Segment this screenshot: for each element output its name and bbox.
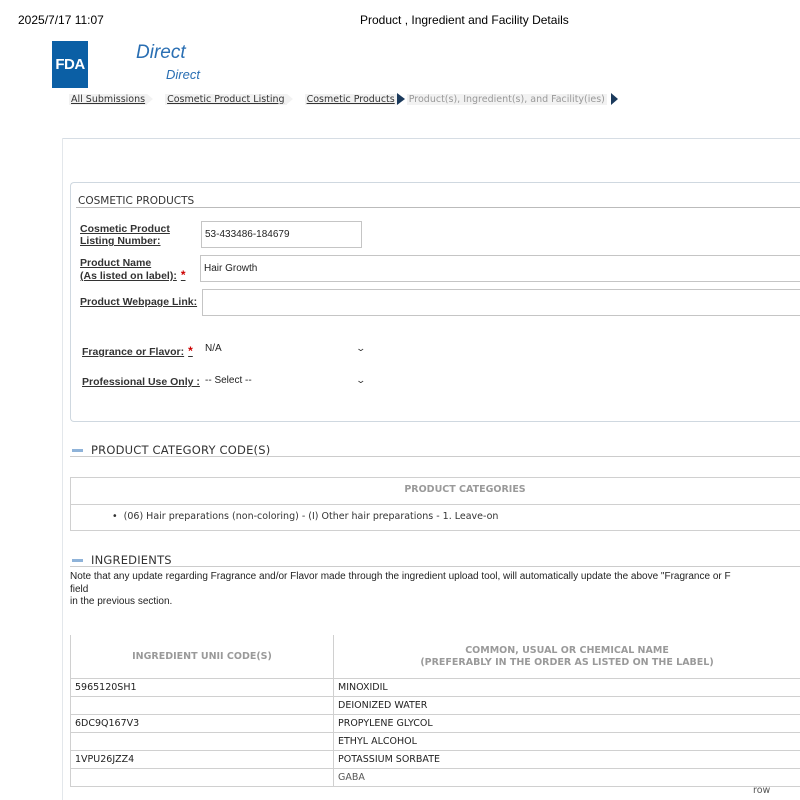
unii-cell xyxy=(71,769,334,787)
cosmetic-products-title: COSMETIC PRODUCTS xyxy=(78,195,195,207)
required-marker: * xyxy=(188,344,193,358)
unii-cell xyxy=(71,697,334,715)
required-marker: * xyxy=(180,268,186,282)
professional-use-label: Professional Use Only : xyxy=(82,376,200,388)
ingredients-note: Note that any update regarding Fragrance and/or Flavor made through the ingredient upload tool, will automatically update the above "Fragrance or F field in the previous section. xyxy=(70,571,731,607)
table-footer-text: row xyxy=(753,785,771,796)
breadcrumb-cosmetic-products[interactable]: Cosmetic Products xyxy=(306,93,395,105)
product-category-section-header[interactable] xyxy=(72,443,270,457)
ingredients-divider xyxy=(70,566,800,567)
ingredients-section-header[interactable] xyxy=(72,553,172,567)
ingredients-section-title: INGREDIENTS xyxy=(91,553,172,567)
unii-cell: 5965120SH1 xyxy=(71,679,334,697)
listing-number-field[interactable]: 53-433486-184679 xyxy=(201,221,362,248)
fragrance-select[interactable]: N/A ⌄ xyxy=(205,343,367,354)
breadcrumb-arrow-icon xyxy=(397,93,405,105)
unii-column-header: INGREDIENT UNII CODE(S) xyxy=(71,635,334,679)
ingredients-table xyxy=(70,635,800,787)
print-page-title: Product , Ingredient and Facility Details xyxy=(360,13,569,27)
listing-number-label: Cosmetic Product Listing Number: xyxy=(80,223,170,247)
breadcrumb-separator-icon xyxy=(147,94,153,104)
table-row xyxy=(71,715,800,733)
table-header-row xyxy=(71,635,800,679)
name-cell: GABA xyxy=(334,769,800,787)
table-row xyxy=(71,733,800,751)
name-cell: DEIONIZED WATER xyxy=(334,697,800,715)
cosmetic-products-divider xyxy=(76,207,800,208)
list-item: • (06) Hair preparations (non-coloring) - (I) Other hair preparations - 1. Leave-on xyxy=(112,511,499,522)
print-datetime: 2025/7/17 11:07 xyxy=(18,13,104,27)
breadcrumb-separator-icon xyxy=(287,94,293,104)
product-categories-header: PRODUCT CATEGORIES xyxy=(404,484,526,495)
product-category-section-title: PRODUCT CATEGORY CODE(S) xyxy=(91,443,271,457)
product-category-divider xyxy=(70,456,800,457)
fragrance-label: Fragrance or Flavor: * xyxy=(82,344,193,358)
chevron-down-icon: ⌄ xyxy=(355,343,367,353)
table-row xyxy=(71,751,800,769)
brand-title: Direct xyxy=(136,42,186,63)
breadcrumb-end-arrow-icon xyxy=(611,93,618,105)
unii-cell xyxy=(71,733,334,751)
collapse-icon xyxy=(72,559,83,562)
name-cell: POTASSIUM SORBATE xyxy=(334,751,800,769)
brand-subtitle: Direct xyxy=(166,67,200,82)
breadcrumb-all-submissions[interactable]: All Submissions xyxy=(71,93,146,105)
product-name-label: Product Name (As listed on label): * xyxy=(80,257,186,282)
chevron-down-icon: ⌄ xyxy=(355,375,367,385)
breadcrumb-cosmetic-product-listing[interactable]: Cosmetic Product Listing xyxy=(167,93,285,105)
content-left-divider xyxy=(62,138,63,800)
name-cell: MINOXIDIL xyxy=(334,679,800,697)
content-top-divider xyxy=(62,138,800,139)
fda-logo: FDA xyxy=(52,41,88,88)
breadcrumb-current: Product(s), Ingredient(s), and Facility(ies) xyxy=(408,93,605,105)
name-cell: ETHYL ALCOHOL xyxy=(334,733,800,751)
professional-use-select[interactable]: -- Select -- ⌄ xyxy=(205,375,367,386)
webpage-link-field[interactable] xyxy=(202,289,800,316)
table-row xyxy=(71,679,800,697)
unii-cell: 1VPU26JZZ4 xyxy=(71,751,334,769)
table-row xyxy=(71,769,800,787)
table-row xyxy=(71,697,800,715)
webpage-link-label: Product Webpage Link: xyxy=(80,296,198,308)
product-name-field[interactable]: Hair Growth xyxy=(200,255,800,282)
unii-cell: 6DC9Q167V3 xyxy=(71,715,334,733)
name-cell: PROPYLENE GLYCOL xyxy=(334,715,800,733)
product-categories-header-divider xyxy=(70,504,800,505)
name-column-header: COMMON, USUAL OR CHEMICAL NAME (PREFERABLY IN THE ORDER AS LISTED ON THE LABEL) xyxy=(334,635,800,679)
collapse-icon xyxy=(72,449,83,452)
breadcrumb xyxy=(69,93,618,105)
